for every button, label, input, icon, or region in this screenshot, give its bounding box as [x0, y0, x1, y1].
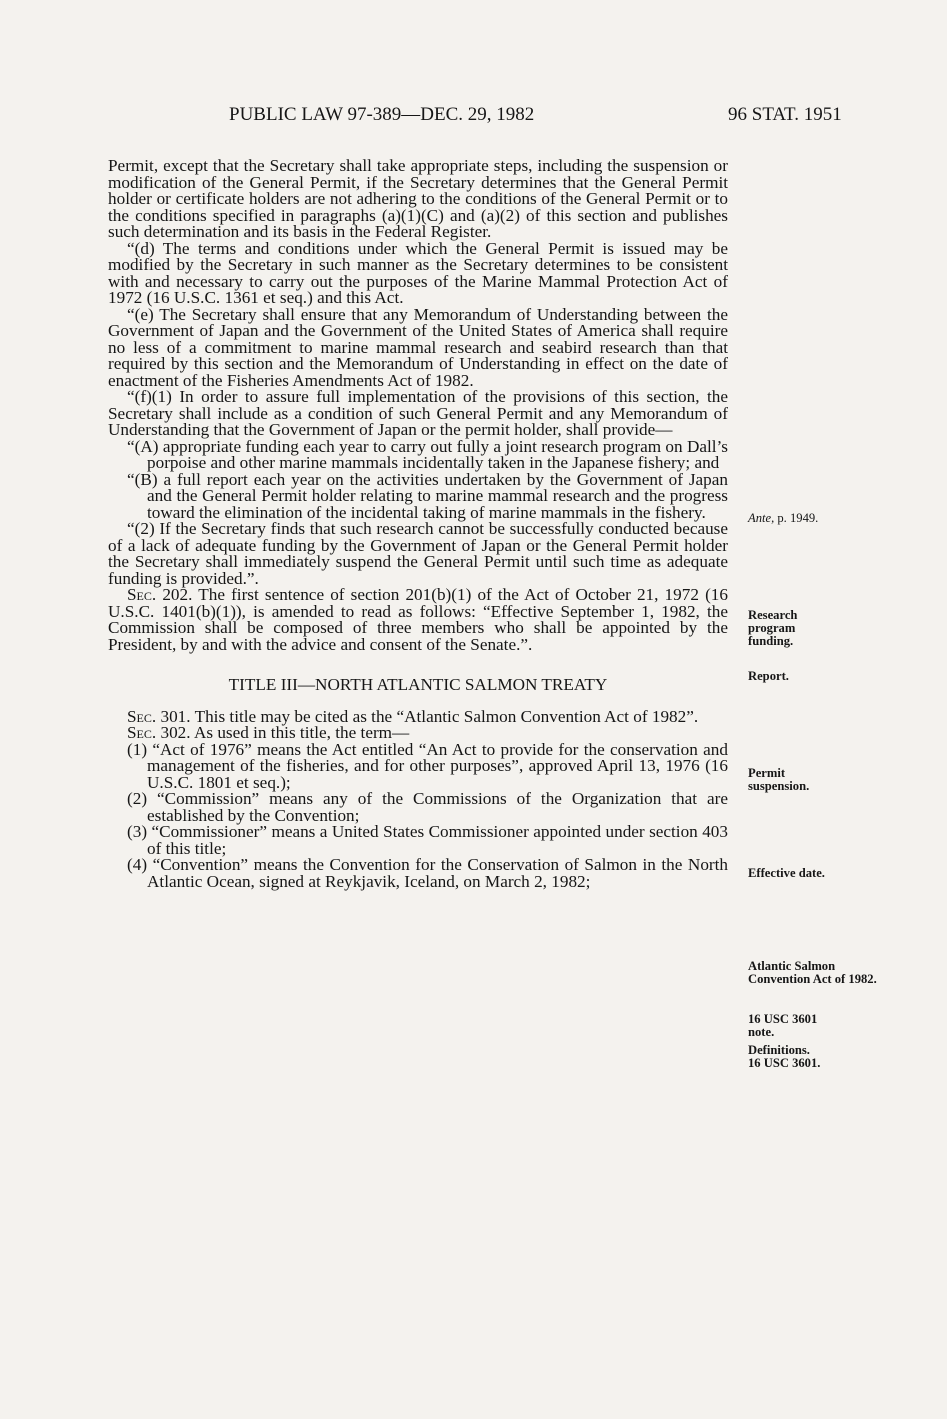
body-text [108, 158, 728, 890]
page-header [0, 104, 947, 134]
paragraph-f1: “(f)(1) In order to assure full implementation of the provisions of this section, the Secretary shall include as a condition of such General Permit and any Memorandum of Understanding that the Government of Japan or the permit holder, shall provide— [108, 387, 728, 439]
statute-page-number: 96 STAT. 1951 [728, 104, 842, 125]
margin-note-definitions: Definitions. [748, 1043, 810, 1057]
section-302-text: As used in this title, the term— [193, 723, 410, 742]
paragraph-f1-b: “(B) a full report each year on the activities undertaken by the Government of Japan and the General Permit holder relating to marine mammal research and the progress toward the elimination of the incidental taking of marine mammals in the fishery. [127, 469, 728, 522]
title-heading: TITLE III—NORTH ATLANTIC SALMON TREATY [228, 675, 608, 694]
margin-note-ante: Ante, p. 1949. [748, 511, 819, 525]
law-citation: PUBLIC LAW 97-389—DEC. 29, 1982 [229, 104, 535, 125]
margin-note-permit: Permit suspension. [748, 766, 810, 793]
paragraph-f1-a: “(A) appropriate funding each year to carry out fully a joint research program on Dall’s porpoise and other marine mammals incidentally taken in the Japanese fishery; and [127, 436, 728, 472]
section-301-label: Sec. 301. [127, 706, 191, 726]
definition-2: (2) “Commission” means any of the Commissions of the Organization that are established by the Convention; [127, 789, 728, 825]
section-202-text: The first sentence of section 201(b)(1) of the Act of October 21, 1972 (16 U.S.C. 1401(b)(1)), is amended to read as follows: “Effective September 1, 1982, the Commission shall be composed of three members who shall be appointed by the President, by and with the advice and consent of the Senate.”. [108, 585, 728, 654]
section-202-label: Sec. 202. [127, 585, 193, 604]
section-301-text: This title may be cited as the “Atlantic Salmon Convention Act of 1982”. [194, 706, 699, 726]
margin-note-atlantic-usc: 16 USC 3601 note. [748, 1012, 818, 1039]
margin-note-definitions-usc: 16 USC 3601. [748, 1056, 821, 1070]
margin-note-effective: Effective date. [748, 866, 825, 880]
margin-note-atlantic: Atlantic Salmon Convention Act of 1982. [748, 959, 877, 986]
paragraph-d: “(d) The terms and conditions under which the General Permit is issued may be modified by the Secretary in such manner as the Secretary determines to be consistent with and necessary to carry out the purposes of the Marine Mammal Protection Act of 1972 (16 U.S.C. 1361 et seq.) and this Act. [108, 238, 728, 307]
definition-1: (1) “Act of 1976” means the Act entitled “An Act to provide for the conservation and management of the fisheries, and for other purposes”, approved April 13, 1976 (16 U.S.C. 1801 et seq.); [127, 739, 728, 792]
section-302-label: Sec. 302. [127, 723, 191, 742]
definition-3: (3) “Commissioner” means a United States Commissioner appointed under section 403 of this title; [127, 822, 728, 858]
margin-note-report: Report. [748, 669, 789, 683]
paragraph-f2: “(2) If the Secretary finds that such research cannot be successfully conducted because of a lack of adequate funding by the Government of Japan or the General Permit holder the Secretary shall immediately suspend the General Permit until such time as adequate funding is provided.”. [108, 519, 728, 588]
paragraph-continuation: Permit, except that the Secretary shall take appropriate steps, including the suspension or modification of the General Permit, if the Secretary determines that the General Permit holder or certificate holders are not adhering to the conditions of the General Permit or to the conditions specified in paragraphs (a)(1)(C) and (a)(2) of this section and publishes such determination and its basis in the Federal Register. [108, 156, 728, 241]
paragraph-e: “(e) The Secretary shall ensure that any Memorandum of Understanding between the Government of Japan and the Government of the United States of America shall require no less of a commitment to marine mammal research and seabird research than that required by this section and the Memorandum of Understanding in effect on the date of enactment of the Fisheries Amendments Act of 1982. [108, 304, 728, 390]
margin-note-research: Research program funding. [748, 608, 798, 648]
definition-4: (4) “Convention” means the Convention for the Conservation of Salmon in the North Atlantic Ocean, signed at Reykjavik, Iceland, on March 2, 1982; [127, 855, 728, 891]
section-202 [108, 587, 728, 653]
